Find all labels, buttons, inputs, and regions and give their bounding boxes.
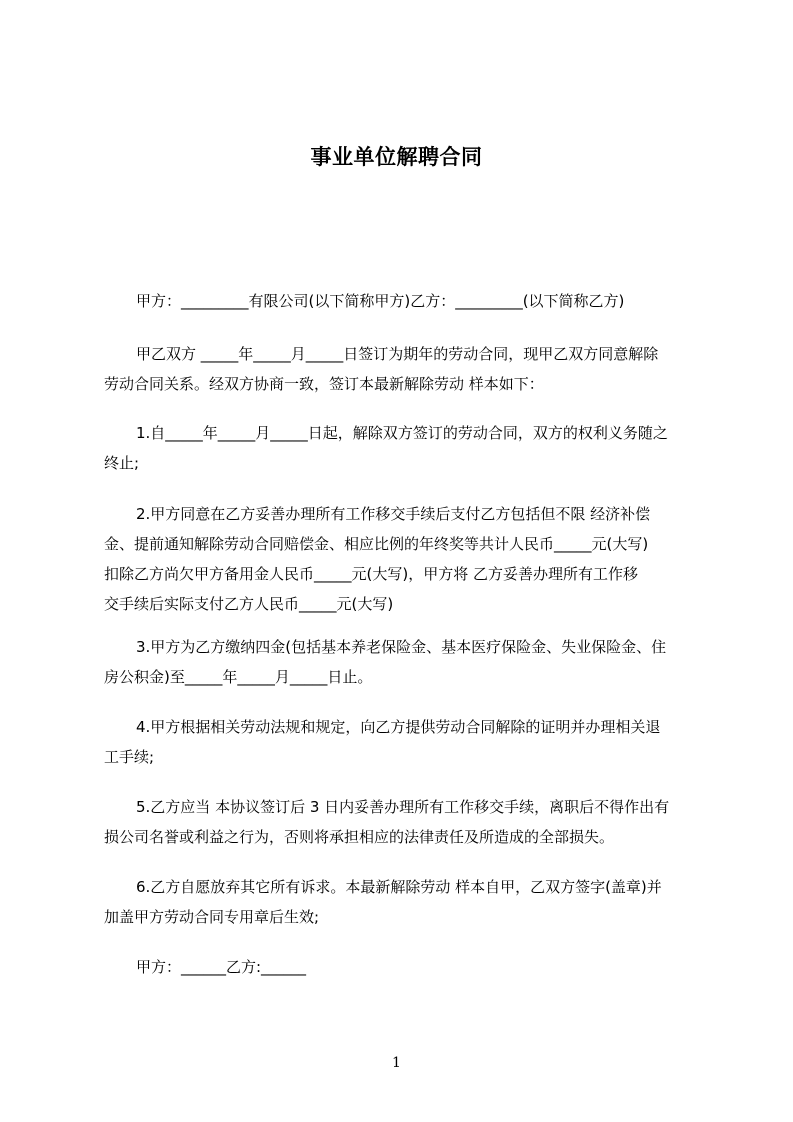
paragraph-line: 加盖甲方劳动合同专用章后生效; — [104, 908, 320, 926]
paragraph-line: 6.乙方自愿放弃其它所有诉求。本最新解除劳动 样本自甲，乙双方签字(盖章)并 — [136, 878, 662, 896]
paragraph-line: 交手续后实际支付乙方人民币_____元(大写) — [104, 595, 394, 613]
paragraph-line: 甲方：_________有限公司(以下简称甲方)乙方：_________(以下简称乙方) — [136, 292, 625, 310]
paragraph-line: 1.自_____年_____月_____日起，解除双方签订的劳动合同，双方的权利义务随之 — [136, 424, 668, 442]
paragraph-line: 甲方：______乙方:______ — [136, 958, 307, 976]
intro-paragraph — [104, 339, 710, 399]
paragraph-line: 终止; — [104, 454, 140, 472]
document-title: 事业单位解聘合同 — [310, 145, 483, 169]
paragraph-line: 金、提前通知解除劳动合同赔偿金、相应比例的年终奖等共计人民币_____元(大写) — [104, 535, 649, 553]
party-info-paragraph — [104, 286, 710, 316]
paragraph-line: 劳动合同关系。经双方协商一致，签订本最新解除劳动 样本如下： — [104, 375, 544, 393]
paragraph-line: 2.甲方同意在乙方妥善办理所有工作移交手续后支付乙方包括但不限 经济补偿 — [136, 505, 651, 523]
page-number: 1 — [392, 1055, 401, 1071]
signature-paragraph — [104, 952, 710, 982]
clause-2-paragraph — [104, 499, 710, 619]
paragraph-line: 甲乙双方 _____年_____月_____日签订为期年的劳动合同，现甲乙双方同意解除 — [136, 345, 659, 363]
paragraph-line: 房公积金)至_____年_____月_____日止。 — [104, 668, 373, 686]
clause-1-paragraph — [104, 418, 710, 478]
paragraph-line: 工手续; — [104, 748, 155, 766]
clause-6-paragraph — [104, 872, 710, 932]
clause-3-paragraph — [104, 632, 710, 692]
clause-5-paragraph — [104, 792, 710, 852]
paragraph-line: 损公司名誉或利益之行为，否则将承担相应的法律责任及所造成的全部损失。 — [104, 828, 615, 846]
paragraph-line: 3.甲方为乙方缴纳四金(包括基本养老保险金、基本医疗保险金、失业保险金、住 — [136, 638, 667, 656]
paragraph-line: 扣除乙方尚欠甲方备用金人民币_____元(大写)，甲方将 乙方妥善办理所有工作移 — [104, 565, 638, 583]
clause-4-paragraph — [104, 712, 710, 772]
paragraph-line: 5.乙方应当 本协议签订后 3 日内妥善办理所有工作移交手续，离职后不得作出有 — [136, 798, 670, 816]
paragraph-line: 4.甲方根据相关劳动法规和规定，向乙方提供劳动合同解除的证明并办理相关退 — [136, 718, 661, 736]
